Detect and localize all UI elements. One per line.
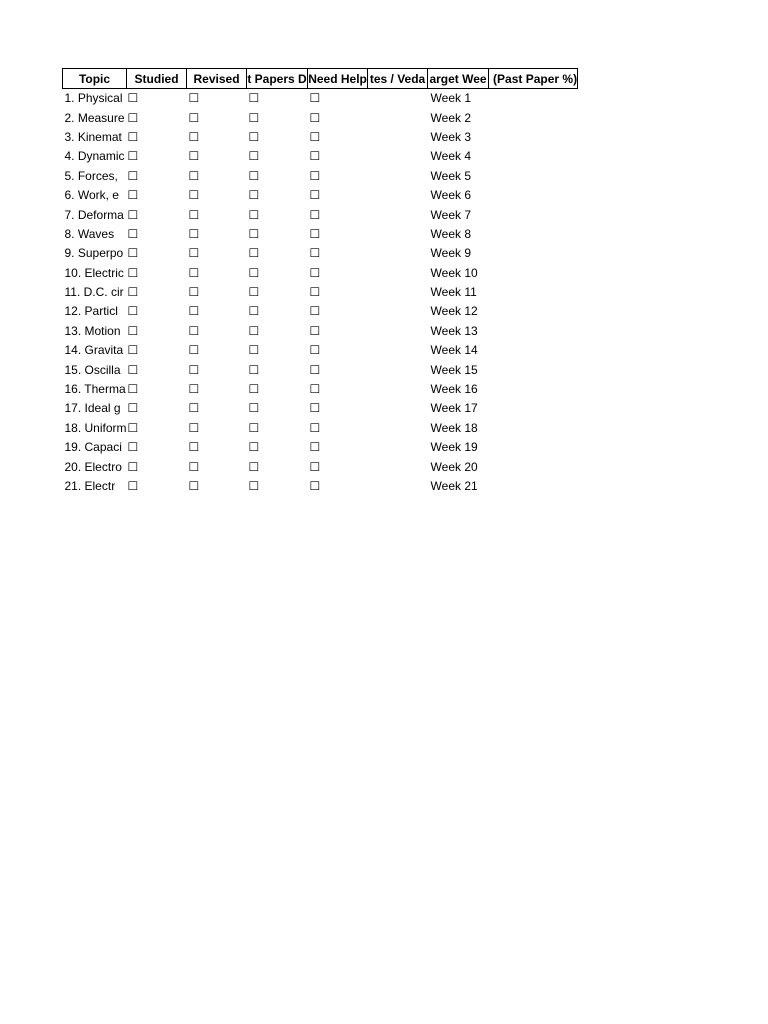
notes-cell[interactable] (368, 127, 428, 146)
notes-cell[interactable] (368, 360, 428, 379)
target-week-cell[interactable]: Week 18 (430, 420, 478, 435)
table-row (63, 185, 578, 204)
table-row (63, 438, 578, 457)
revised-checkbox[interactable]: ☐ (188, 168, 200, 183)
target-week-cell[interactable]: Week 11 (430, 285, 477, 300)
target-week-cell[interactable]: Week 20 (430, 459, 478, 474)
score-cell[interactable] (489, 205, 578, 224)
past-papers-checkbox[interactable]: ☐ (248, 226, 260, 241)
past-papers-checkbox[interactable]: ☐ (248, 479, 260, 493)
past-papers-checkbox[interactable]: ☐ (248, 246, 260, 261)
topic-cell[interactable]: 7. Deforma (64, 207, 124, 222)
past-papers-checkbox[interactable]: ☐ (248, 420, 260, 435)
score-cell[interactable] (489, 438, 578, 457)
score-cell[interactable] (489, 399, 578, 418)
studied-checkbox[interactable]: ☐ (127, 110, 139, 125)
need-help-checkbox[interactable]: ☐ (309, 129, 321, 144)
target-week-cell[interactable]: Week 3 (430, 129, 471, 144)
score-cell[interactable] (489, 147, 578, 166)
revised-checkbox[interactable]: ☐ (188, 362, 200, 377)
header-past-papers-done: t Papers D (247, 69, 308, 89)
score-cell[interactable] (489, 89, 578, 108)
need-help-checkbox[interactable]: ☐ (309, 440, 321, 455)
target-week-cell[interactable]: Week 8 (430, 226, 471, 241)
past-papers-checkbox[interactable]: ☐ (248, 129, 260, 144)
notes-cell[interactable] (368, 108, 428, 127)
score-cell[interactable] (489, 224, 578, 243)
target-week-cell[interactable]: Week 10 (430, 265, 478, 280)
table-row (63, 147, 578, 166)
past-papers-checkbox[interactable]: ☐ (248, 149, 260, 164)
past-papers-checkbox[interactable]: ☐ (248, 362, 260, 377)
need-help-checkbox[interactable]: ☐ (309, 188, 321, 203)
revised-checkbox[interactable]: ☐ (188, 382, 200, 397)
revised-checkbox[interactable]: ☐ (188, 110, 200, 125)
need-help-checkbox[interactable]: ☐ (309, 226, 321, 241)
notes-cell[interactable] (368, 282, 428, 301)
revised-checkbox[interactable]: ☐ (188, 323, 200, 338)
score-cell[interactable] (489, 166, 578, 185)
need-help-checkbox[interactable]: ☐ (309, 149, 321, 164)
table-row (63, 302, 578, 321)
header-score: (Past Paper %) (489, 69, 578, 89)
notes-cell[interactable] (368, 457, 428, 476)
target-week-cell[interactable]: Week 1 (430, 91, 471, 106)
notes-cell[interactable] (368, 166, 428, 185)
revised-checkbox[interactable]: ☐ (188, 304, 200, 319)
past-papers-checkbox[interactable]: ☐ (248, 188, 260, 203)
score-cell[interactable] (489, 321, 578, 340)
table-row (63, 379, 578, 398)
past-papers-checkbox[interactable]: ☐ (248, 401, 260, 416)
need-help-checkbox[interactable]: ☐ (309, 382, 321, 397)
table-row (63, 244, 578, 263)
target-week-cell[interactable]: Week 16 (430, 382, 478, 397)
table-row (63, 360, 578, 379)
notes-cell[interactable] (368, 476, 428, 495)
studied-checkbox[interactable]: ☐ (127, 420, 139, 435)
notes-cell[interactable] (368, 244, 428, 263)
score-cell[interactable] (489, 127, 578, 146)
topic-cell[interactable]: 17. Ideal g (64, 401, 121, 416)
topic-cell[interactable]: 4. Dynamic (64, 149, 125, 164)
need-help-checkbox[interactable]: ☐ (309, 362, 321, 377)
studied-checkbox[interactable]: ☐ (127, 362, 139, 377)
target-week-cell[interactable]: Week 17 (430, 401, 478, 416)
studied-checkbox[interactable]: ☐ (127, 343, 139, 358)
revised-checkbox[interactable]: ☐ (188, 246, 200, 261)
target-week-cell[interactable]: Week 9 (430, 246, 471, 261)
notes-cell[interactable] (368, 418, 428, 437)
table-row (63, 399, 578, 418)
topic-cell[interactable]: 8. Waves (64, 226, 115, 241)
notes-cell[interactable] (368, 185, 428, 204)
studied-checkbox[interactable]: ☐ (127, 401, 139, 416)
table-row (63, 321, 578, 340)
studied-checkbox[interactable]: ☐ (127, 479, 139, 493)
studied-checkbox[interactable]: ☐ (127, 207, 139, 222)
studied-checkbox[interactable]: ☐ (127, 323, 139, 338)
need-help-checkbox[interactable]: ☐ (309, 323, 321, 338)
header-target-week: arget Wee (428, 69, 489, 89)
need-help-checkbox[interactable]: ☐ (309, 459, 321, 474)
need-help-checkbox[interactable]: ☐ (309, 304, 321, 319)
topic-cell[interactable]: 10. Electric (64, 265, 124, 280)
revised-checkbox[interactable]: ☐ (188, 129, 200, 144)
need-help-checkbox[interactable]: ☐ (309, 207, 321, 222)
score-cell[interactable] (489, 341, 578, 360)
studied-checkbox[interactable]: ☐ (127, 382, 139, 397)
target-week-cell[interactable]: Week 5 (430, 168, 471, 183)
score-cell[interactable] (489, 302, 578, 321)
header-row (63, 69, 578, 89)
studied-checkbox[interactable]: ☐ (127, 188, 139, 203)
past-papers-checkbox[interactable]: ☐ (248, 285, 260, 300)
studied-checkbox[interactable]: ☐ (127, 246, 139, 261)
topic-cell[interactable]: 20. Electro (64, 459, 122, 474)
revised-checkbox[interactable]: ☐ (188, 401, 200, 416)
topic-cell[interactable]: 21. Electr (64, 479, 116, 493)
topic-cell[interactable]: 9. Superpo (64, 246, 124, 261)
studied-checkbox[interactable]: ☐ (127, 91, 139, 106)
table-row (63, 166, 578, 185)
notes-cell[interactable] (368, 399, 428, 418)
past-papers-checkbox[interactable]: ☐ (248, 304, 260, 319)
table-row (63, 127, 578, 146)
notes-cell[interactable] (368, 438, 428, 457)
notes-cell[interactable] (368, 321, 428, 340)
topic-cell[interactable]: 16. Therma (64, 382, 126, 397)
target-week-cell[interactable]: Week 2 (430, 110, 471, 125)
revised-checkbox[interactable]: ☐ (188, 440, 200, 455)
topic-cell[interactable]: 5. Forces, (64, 168, 118, 183)
past-papers-checkbox[interactable]: ☐ (248, 440, 260, 455)
need-help-checkbox[interactable]: ☐ (309, 110, 321, 125)
score-cell[interactable] (489, 457, 578, 476)
revised-checkbox[interactable]: ☐ (188, 420, 200, 435)
studied-checkbox[interactable]: ☐ (127, 440, 139, 455)
studied-checkbox[interactable]: ☐ (127, 265, 139, 280)
target-week-cell[interactable]: Week 14 (430, 343, 478, 358)
need-help-checkbox[interactable]: ☐ (309, 401, 321, 416)
revised-checkbox[interactable]: ☐ (188, 226, 200, 241)
score-cell[interactable] (489, 379, 578, 398)
revised-checkbox[interactable]: ☐ (188, 207, 200, 222)
studied-checkbox[interactable]: ☐ (127, 168, 139, 183)
notes-cell[interactable] (368, 341, 428, 360)
score-cell[interactable] (489, 263, 578, 282)
studied-checkbox[interactable]: ☐ (127, 129, 139, 144)
table-body (63, 89, 578, 496)
notes-cell[interactable] (368, 205, 428, 224)
header-revised: Revised (187, 69, 247, 89)
revised-checkbox[interactable]: ☐ (188, 91, 200, 106)
header-studied: Studied (127, 69, 187, 89)
score-cell[interactable] (489, 476, 578, 495)
notes-cell[interactable] (368, 224, 428, 243)
notes-cell[interactable] (368, 302, 428, 321)
studied-checkbox[interactable]: ☐ (127, 285, 139, 300)
header-topic: Topic (63, 69, 127, 89)
need-help-checkbox[interactable]: ☐ (309, 420, 321, 435)
need-help-checkbox[interactable]: ☐ (309, 343, 321, 358)
notes-cell[interactable] (368, 263, 428, 282)
target-week-cell[interactable]: Week 6 (430, 188, 471, 203)
need-help-checkbox[interactable]: ☐ (309, 91, 321, 106)
table-row (63, 457, 578, 476)
header-notes: tes / Veda (368, 69, 428, 89)
score-cell[interactable] (489, 282, 578, 301)
topic-cell[interactable]: 2. Measure (64, 110, 125, 125)
score-cell[interactable] (489, 418, 578, 437)
target-week-cell[interactable]: Week 19 (430, 440, 478, 455)
revised-checkbox[interactable]: ☐ (188, 479, 200, 493)
topic-cell[interactable]: 1. Physical (64, 91, 123, 106)
need-help-checkbox[interactable]: ☐ (309, 168, 321, 183)
need-help-checkbox[interactable]: ☐ (309, 246, 321, 261)
studied-checkbox[interactable]: ☐ (127, 304, 139, 319)
studied-checkbox[interactable]: ☐ (127, 149, 139, 164)
topic-cell[interactable]: 18. Uniform (64, 420, 127, 435)
topic-cell[interactable]: 13. Motion (64, 323, 121, 338)
target-week-cell[interactable]: Week 21 (430, 479, 478, 493)
revised-checkbox[interactable]: ☐ (188, 285, 200, 300)
notes-cell[interactable] (368, 147, 428, 166)
target-week-cell[interactable]: Week 7 (430, 207, 471, 222)
need-help-checkbox[interactable]: ☐ (309, 285, 321, 300)
notes-cell[interactable] (368, 89, 428, 108)
revised-checkbox[interactable]: ☐ (188, 343, 200, 358)
past-papers-checkbox[interactable]: ☐ (248, 382, 260, 397)
table-row (63, 476, 578, 495)
need-help-checkbox[interactable]: ☐ (309, 265, 321, 280)
past-papers-checkbox[interactable]: ☐ (248, 110, 260, 125)
score-cell[interactable] (489, 108, 578, 127)
topic-cell[interactable]: 12. Particl (64, 304, 118, 319)
table-row (63, 224, 578, 243)
revised-checkbox[interactable]: ☐ (188, 459, 200, 474)
revised-checkbox[interactable]: ☐ (188, 149, 200, 164)
past-papers-checkbox[interactable]: ☐ (248, 168, 260, 183)
table-row (63, 341, 578, 360)
topic-cell[interactable]: 11. D.C. cir (64, 285, 124, 300)
target-week-cell[interactable]: Week 4 (430, 149, 471, 164)
revised-checkbox[interactable]: ☐ (188, 188, 200, 203)
topic-cell[interactable]: 15. Oscilla (64, 362, 121, 377)
past-papers-checkbox[interactable]: ☐ (248, 91, 260, 106)
past-papers-checkbox[interactable]: ☐ (248, 265, 260, 280)
spreadsheet (62, 68, 578, 496)
target-week-cell[interactable]: Week 15 (430, 362, 478, 377)
score-cell[interactable] (489, 185, 578, 204)
table-row (63, 263, 578, 282)
topic-cell[interactable]: 6. Work, e (64, 188, 119, 203)
past-papers-checkbox[interactable]: ☐ (248, 207, 260, 222)
header-need-help: Need Help (308, 69, 368, 89)
table-row (63, 418, 578, 437)
target-week-cell[interactable]: Week 12 (430, 304, 478, 319)
target-week-cell[interactable]: Week 13 (430, 323, 478, 338)
tracker-table (62, 68, 578, 496)
topic-cell[interactable]: 3. Kinemat (64, 129, 122, 144)
table-row (63, 205, 578, 224)
studied-checkbox[interactable]: ☐ (127, 226, 139, 241)
score-cell[interactable] (489, 360, 578, 379)
past-papers-checkbox[interactable]: ☐ (248, 343, 260, 358)
studied-checkbox[interactable]: ☐ (127, 459, 139, 474)
table-row (63, 282, 578, 301)
notes-cell[interactable] (368, 379, 428, 398)
topic-cell[interactable]: 19. Capaci (64, 440, 122, 455)
past-papers-checkbox[interactable]: ☐ (248, 459, 260, 474)
revised-checkbox[interactable]: ☐ (188, 265, 200, 280)
table-row (63, 108, 578, 127)
table-row (63, 89, 578, 108)
topic-cell[interactable]: 14. Gravita (64, 343, 124, 358)
score-cell[interactable] (489, 244, 578, 263)
past-papers-checkbox[interactable]: ☐ (248, 323, 260, 338)
need-help-checkbox[interactable]: ☐ (309, 479, 321, 493)
